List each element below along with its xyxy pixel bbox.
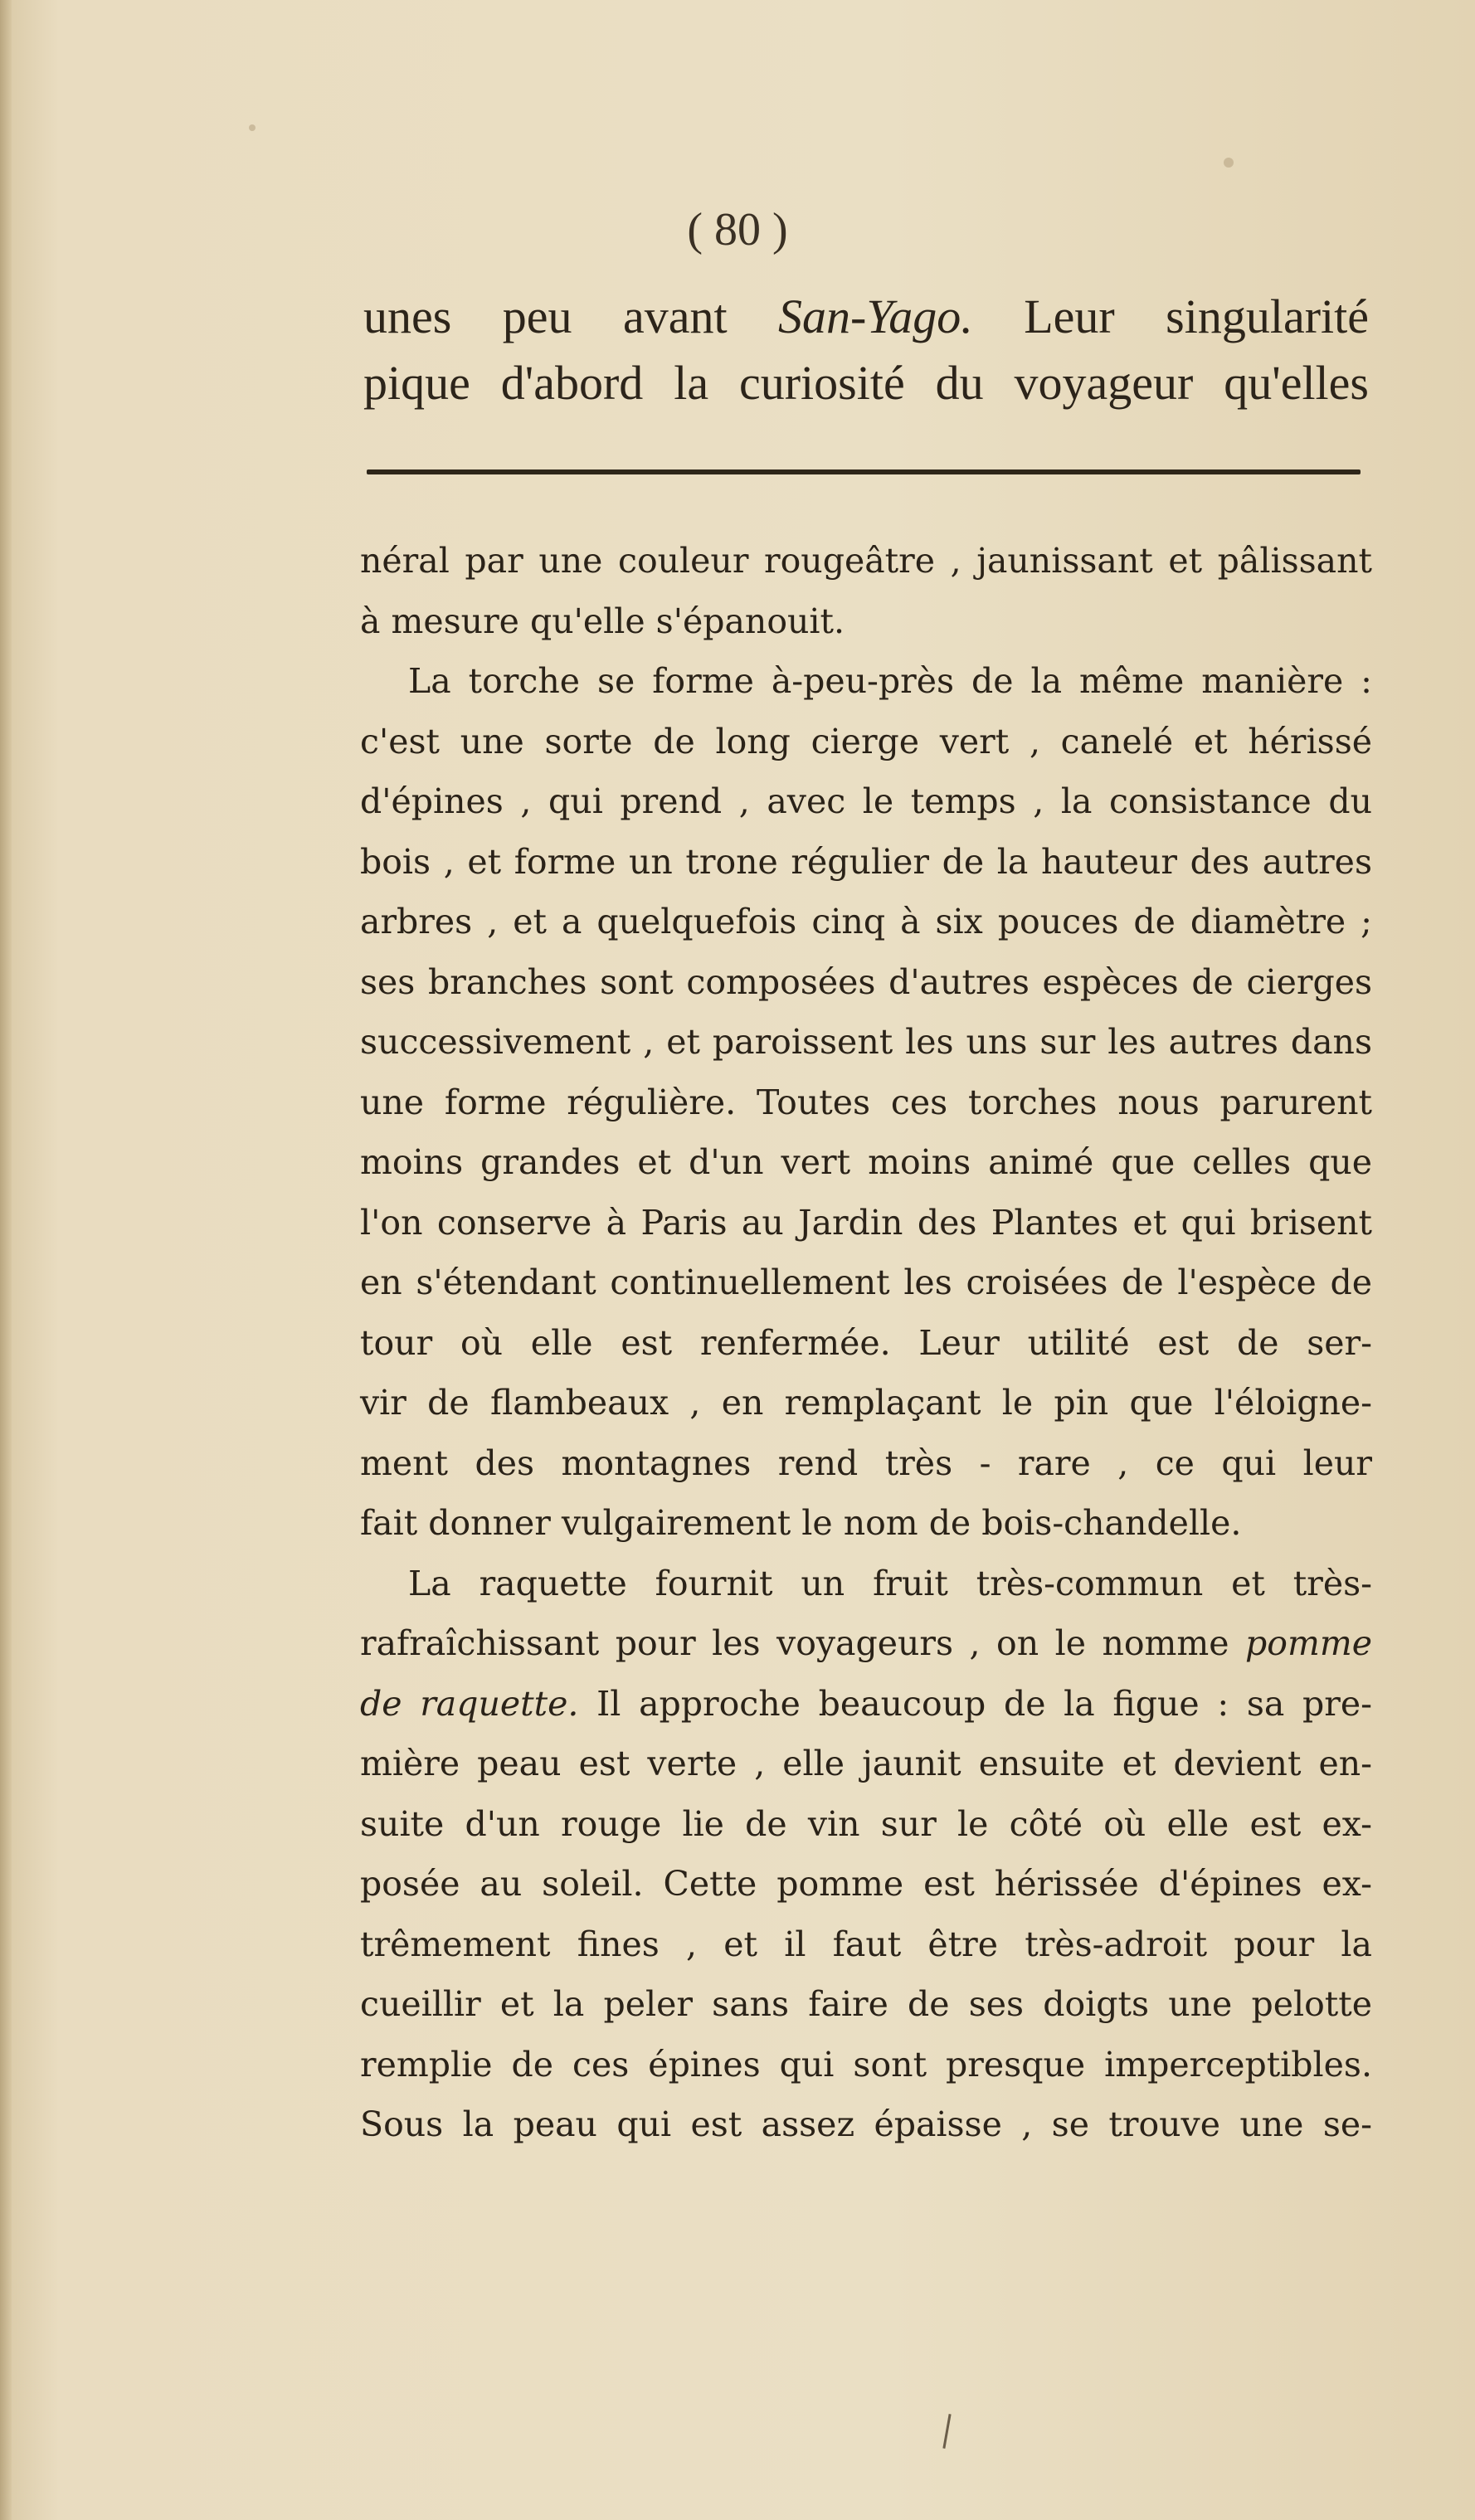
text-line: moins grandes et d'un vert moins animé que celles que [360,1142,1372,1182]
text-line: trêmement fines , et il faut être très-adroit pour la [360,1924,1372,1964]
text-segment: Il approche beaucoup de la figue : sa pre- [596,1683,1372,1724]
text-line: à mesure qu'elle s'épanouit. [360,601,845,641]
text-line [360,1674,1372,1734]
page-number: ( 80 ) [687,204,788,255]
text-line: remplie de ces épines qui sont presque imperceptibles. [360,2044,1372,2085]
text-line: successivement , et paroissent les uns sur les autres dans [360,1022,1372,1062]
text-line: vir de flambeaux , en remplaçant le pin que l'éloigne- [360,1383,1372,1423]
text-line: c'est une sorte de long cierge vert , canelé et hérissé [360,721,1372,761]
text-line: bois , et forme un trone régulier de la hauteur des autres [360,841,1372,882]
paragraph-start-line: La raquette fournit un fruit très-commun et très- [408,1563,1372,1603]
page-binding-edge [0,0,12,2520]
paragraph-start-line: La torche se forme à-peu-près de la même manière : [408,661,1372,701]
text-line: l'on conserve à Paris au Jardin des Plantes et qui brisent [360,1202,1372,1243]
text-line: en s'étendant continuellement les croisées de l'espèce de [360,1262,1372,1302]
text-line: néral par une couleur rougeâtre , jaunissant et pâlissant [360,541,1372,581]
upper-text-fragment [363,284,1369,416]
paper-spot [1224,158,1234,168]
italic-term: pomme [1245,1623,1372,1663]
italic-term: de raquette. [360,1683,579,1724]
separator-rule [367,469,1361,474]
paper-spot [249,124,256,131]
text-line [363,284,1369,350]
text-line: d'épines , qui prend , avec le temps , la consistance du [360,781,1372,821]
text-segment: Leur singularité [1024,289,1369,343]
text-segment: unes peu avant [363,289,728,343]
text-segment: rafraîchissant pour les voyageurs , on le nomme [360,1623,1229,1663]
text-line: tour où elle est renfermée. Leur utilité est de ser- [360,1322,1372,1363]
lower-text-body [360,531,1372,2155]
text-line: Sous la peau qui est assez épaisse , se trouve une se- [360,2104,1372,2144]
place-name: San-Yago. [778,289,973,343]
text-line: cueillir et la peler sans faire de ses doigts une pelotte [360,1984,1372,2024]
text-line: une forme régulière. Toutes ces torches nous parurent [360,1082,1372,1122]
text-line: posée au soleil. Cette pomme est hérissée d'épines ex- [360,1864,1372,1904]
text-line: ment des montagnes rend très - rare , ce qui leur [360,1442,1372,1483]
text-line: arbres , et a quelquefois cinq à six pouces de diamètre ; [360,902,1372,941]
pencil-mark [942,2414,951,2449]
text-line: mière peau est verte , elle jaunit ensuite et devient en- [360,1744,1372,1783]
text-line: fait donner vulgairement le nom de bois-chandelle. [360,1503,1242,1543]
text-line: suite d'un rouge lie de vin sur le côté où elle est ex- [360,1803,1372,1844]
text-line: ses branches sont composées d'autres espèces de cierges [360,961,1372,1002]
text-line: pique d'abord la curiosité du voyageur qu'elles [363,356,1369,410]
text-line [360,1613,1372,1674]
